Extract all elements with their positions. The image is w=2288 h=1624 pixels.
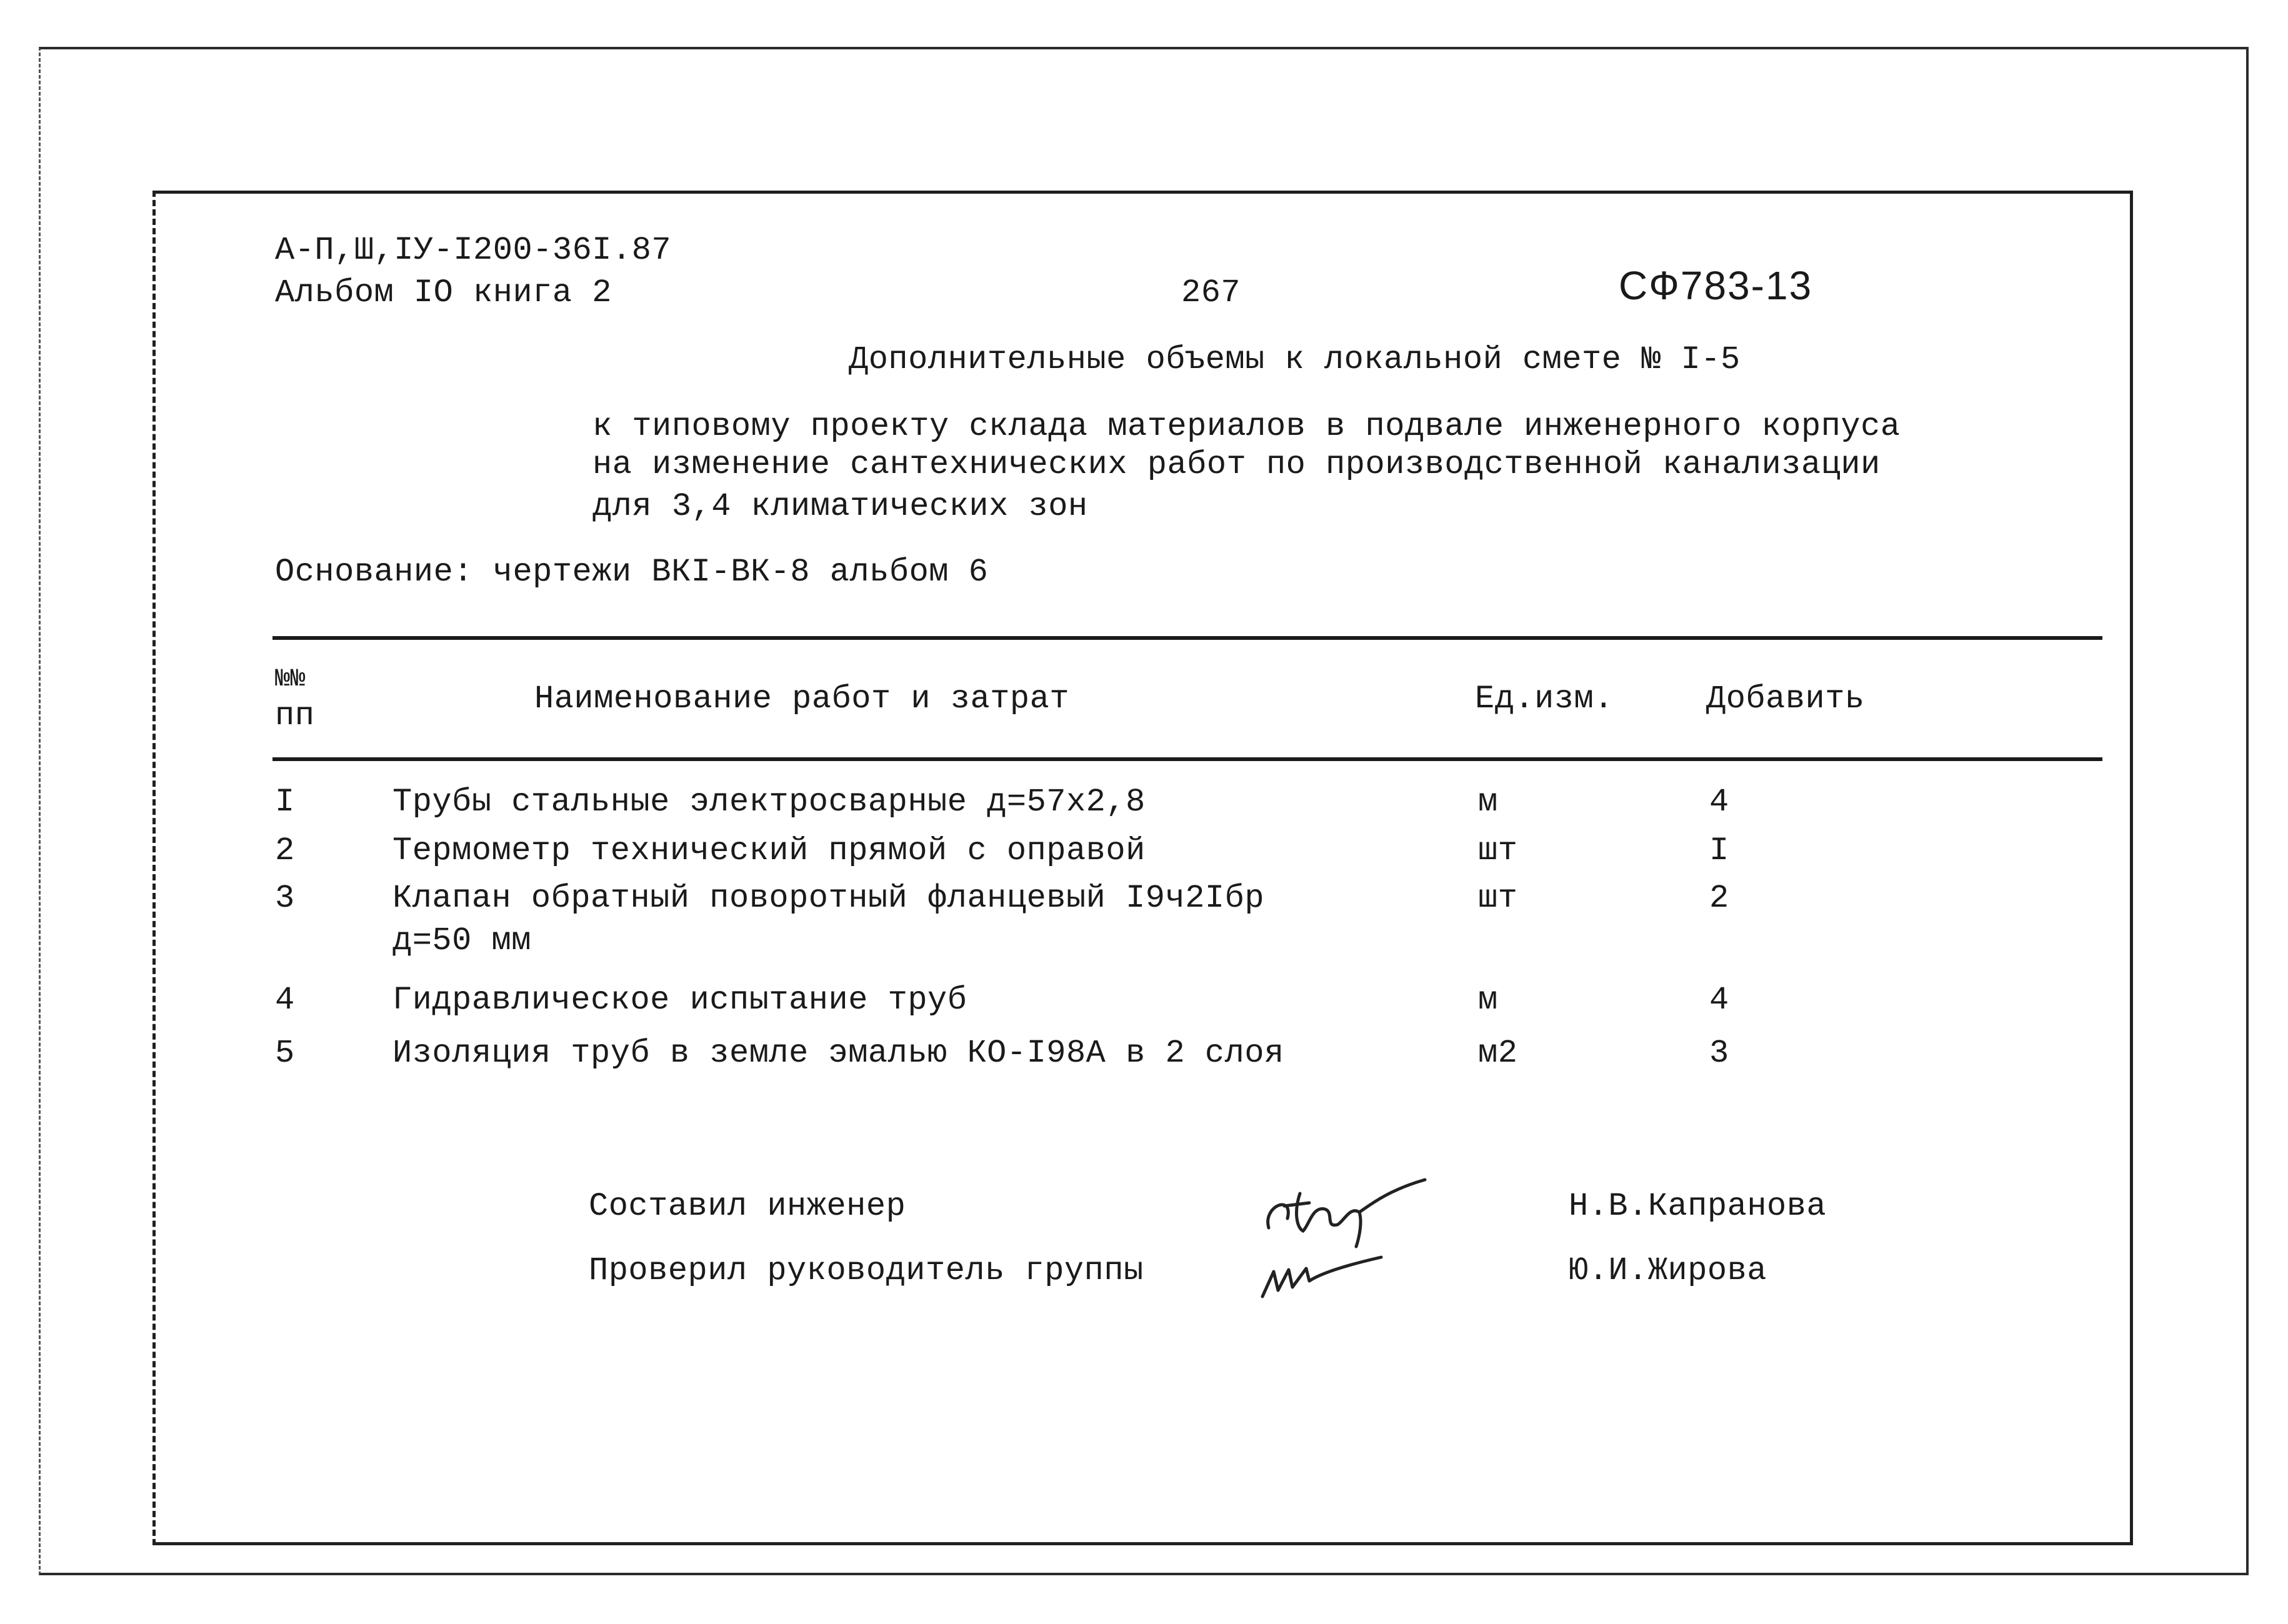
- row-1-name: Трубы стальные электросварные д=57х2,8: [392, 784, 1146, 820]
- description-line-2: на изменение сантехнических работ по производственной канализации: [592, 446, 1881, 483]
- row-3-add: 2: [1709, 880, 1729, 917]
- row-1-unit: м: [1478, 784, 1498, 820]
- row-2-num: 2: [275, 832, 295, 869]
- compiler-name: Н.В.Капранова: [1569, 1188, 1827, 1225]
- row-4-unit: м: [1478, 982, 1498, 1019]
- row-4-num: 4: [275, 982, 295, 1019]
- row-2-name: Термометр технический прямой с оправой: [392, 832, 1146, 869]
- page-number: 267: [1181, 274, 1241, 311]
- unit-header: Ед.изм.: [1475, 680, 1614, 717]
- row-5-add: 3: [1709, 1035, 1729, 1072]
- num-header-bottom: пп: [275, 697, 315, 734]
- row-5-unit: м2: [1478, 1035, 1518, 1072]
- reviewer-role: Проверил руководитель группы: [589, 1252, 1144, 1289]
- add-header: Добавить: [1706, 680, 1865, 717]
- table-header-rule: [272, 757, 2102, 761]
- name-header: Наименование работ и затрат: [534, 680, 1070, 717]
- doc-code: А-П,Ш,IУ-I200-36I.87: [275, 232, 672, 269]
- row-2-add: I: [1709, 832, 1729, 869]
- compiler-signature: [1250, 1168, 1450, 1256]
- description-line-1: к типовому проекту склада материалов в подвале инженерного корпуса: [592, 408, 1901, 445]
- doc-title: Дополнительные объемы к локальной смете № I-5: [849, 341, 1741, 378]
- row-3-name-continued: д=50 мм: [392, 922, 531, 959]
- table-top-rule: [272, 636, 2102, 640]
- basis-line: Основание: чертежи ВКI-ВК-8 альбом 6: [275, 554, 989, 590]
- num-header-top: №№: [275, 665, 306, 694]
- row-2-unit: шт: [1478, 832, 1518, 869]
- reviewer-signature: [1250, 1243, 1412, 1306]
- row-3-unit: шт: [1478, 880, 1518, 917]
- row-1-add: 4: [1709, 784, 1729, 820]
- album-info: Альбом IO книга 2: [275, 274, 612, 311]
- sheet-code: СФ783-13: [1619, 263, 1813, 308]
- reviewer-name: Ю.И.Жирова: [1569, 1252, 1767, 1289]
- row-4-add: 4: [1709, 982, 1729, 1019]
- description-line-3: для 3,4 климатических зон: [592, 488, 1088, 525]
- row-3-name: Клапан обратный поворотный фланцевый I9ч2Iбр: [392, 880, 1265, 917]
- row-4-name: Гидравлическое испытание труб: [392, 982, 967, 1019]
- row-3-num: 3: [275, 880, 295, 917]
- row-5-num: 5: [275, 1035, 295, 1072]
- row-1-num: I: [275, 784, 295, 820]
- row-5-name: Изоляция труб в земле эмалью КО-I98А в 2 слоя: [392, 1035, 1284, 1072]
- compiler-role: Составил инженер: [589, 1188, 906, 1225]
